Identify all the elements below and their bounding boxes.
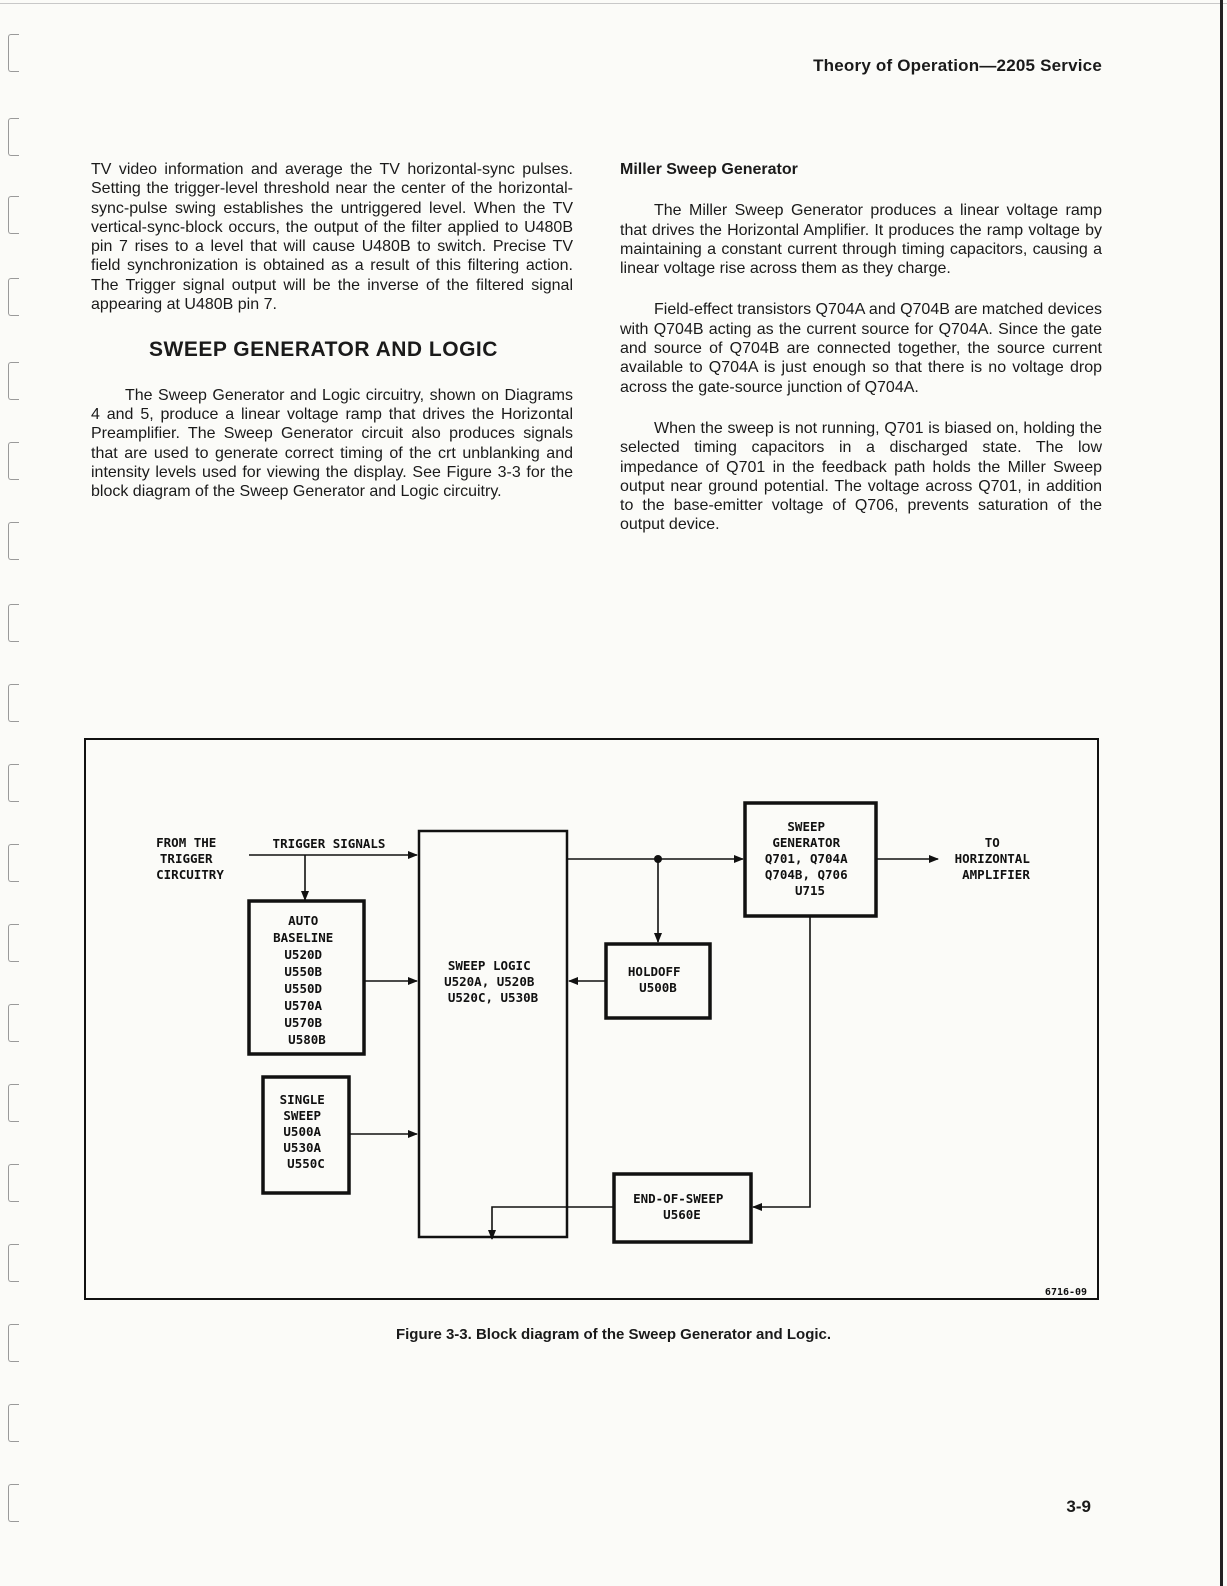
binder-hole-mark xyxy=(8,1004,19,1042)
from-trigger-label: FROM THE TRIGGER CIRCUITRY xyxy=(156,835,224,882)
binder-hole-mark xyxy=(8,1084,19,1122)
binder-hole-mark xyxy=(8,684,19,722)
sweep-logic-block xyxy=(419,831,567,1237)
body-paragraph: The Miller Sweep Generator produces a linear voltage ramp that drives the Horizontal Amplifier. It produces the ramp voltage by maintaining a constant current through timing capacitors, causing a linear voltage rise across them as they charge. xyxy=(620,202,1102,278)
binder-hole-mark xyxy=(8,604,19,642)
single-sweep-label: SINGLE SWEEP U500A U530A U550C xyxy=(279,1092,325,1171)
page-number: 3-9 xyxy=(1066,1497,1091,1516)
block-diagram xyxy=(86,740,1101,1302)
binder-hole-mark xyxy=(8,764,19,802)
right-column xyxy=(620,160,1102,557)
to-horizontal-label: TO HORIZONTAL AMPLIFIER xyxy=(954,835,1030,882)
body-paragraph: When the sweep is not running, Q701 is biased on, holding the selected timing capacitors in a discharged state. The low impedance of Q701 in the feedback path holds the Miller Sweep output near ground potential. The voltage across Q701, in addition to the base-emitter voltage of Q706, prevents saturation of the output device. xyxy=(620,419,1102,534)
trigger-signals-label: TRIGGER SIGNALS xyxy=(272,836,386,851)
binder-hole-mark xyxy=(8,522,19,560)
body-paragraph: Field-effect transistors Q704A and Q704B are matched devices with Q704B acting as the current source for Q704A. Since the gate and source of Q704B are connected together, the source current available to Q704A is just enough so that there is no voltage drop across the gate-source junction of Q704A. xyxy=(620,301,1102,396)
end-of-sweep-to-logic-arrow xyxy=(492,1207,614,1239)
page-edge xyxy=(1220,0,1223,1586)
binder-hole-mark xyxy=(8,442,19,480)
left-column xyxy=(91,160,573,523)
binder-hole-mark xyxy=(8,1484,19,1522)
binder-hole-mark xyxy=(8,1244,19,1282)
body-paragraph: The Sweep Generator and Logic circuitry, shown on Diagrams 4 and 5, produce a linear voltage ramp that drives the Horizontal Preamplifier. The Sweep Generator circuit also produces signals that are used to generate correct timing of the crt unblanking and intensity levels used for viewing the display. See Figure 3-3 for the block diagram of the Sweep Generator and Logic circuitry. xyxy=(91,386,573,501)
running-head: Theory of Operation—2205 Service xyxy=(813,56,1102,75)
binder-hole-mark xyxy=(8,844,19,882)
top-rule xyxy=(0,3,1227,4)
binder-hole-mark xyxy=(8,924,19,962)
binder-hole-mark xyxy=(8,278,19,316)
binder-hole-mark xyxy=(8,34,19,72)
holdoff-label: HOLDOFF U500B xyxy=(627,964,681,995)
section-heading: SWEEP GENERATOR AND LOGIC xyxy=(149,338,498,362)
figure-caption: Figure 3-3. Block diagram of the Sweep Generator and Logic. xyxy=(395,1326,832,1343)
generator-to-end-of-sweep-arrow xyxy=(753,916,810,1207)
figure-id-label: 6716-09 xyxy=(1044,1287,1088,1298)
end-of-sweep-label: END-OF-SWEEP U560E xyxy=(633,1191,724,1222)
sweep-logic-label: SWEEP LOGIC U520A, U520B U520C, U530B xyxy=(444,958,539,1005)
binder-hole-mark xyxy=(8,1404,19,1442)
sub-heading: Miller Sweep Generator xyxy=(620,161,798,178)
binder-hole-mark xyxy=(8,118,19,156)
binder-hole-mark xyxy=(8,1164,19,1202)
binder-hole-mark xyxy=(8,196,19,234)
sweep-generator-label: SWEEP GENERATOR Q701, Q704A Q704B, Q706 U715 xyxy=(764,819,848,898)
block-diagram-figure xyxy=(84,738,1099,1300)
auto-baseline-label: AUTO BASELINE U520D U550B U550D U570A U570B U580B xyxy=(273,913,334,1047)
body-paragraph: TV video information and average the TV horizontal-sync pulses. Setting the trigger-level threshold near the center of the horizontal-sync-pulse swing establishes the untriggered level. When the TV vertical-sync-block occurs, the output of the filter applied to U480B pin 7 rises to a level that will cause U480B to switch. Precise TV field synchronization is obtained as a result of this filtering action. The Trigger signal output will be the inverse of the filtered signal appearing at U480B pin 7. xyxy=(91,161,573,314)
binder-hole-mark xyxy=(8,362,19,400)
